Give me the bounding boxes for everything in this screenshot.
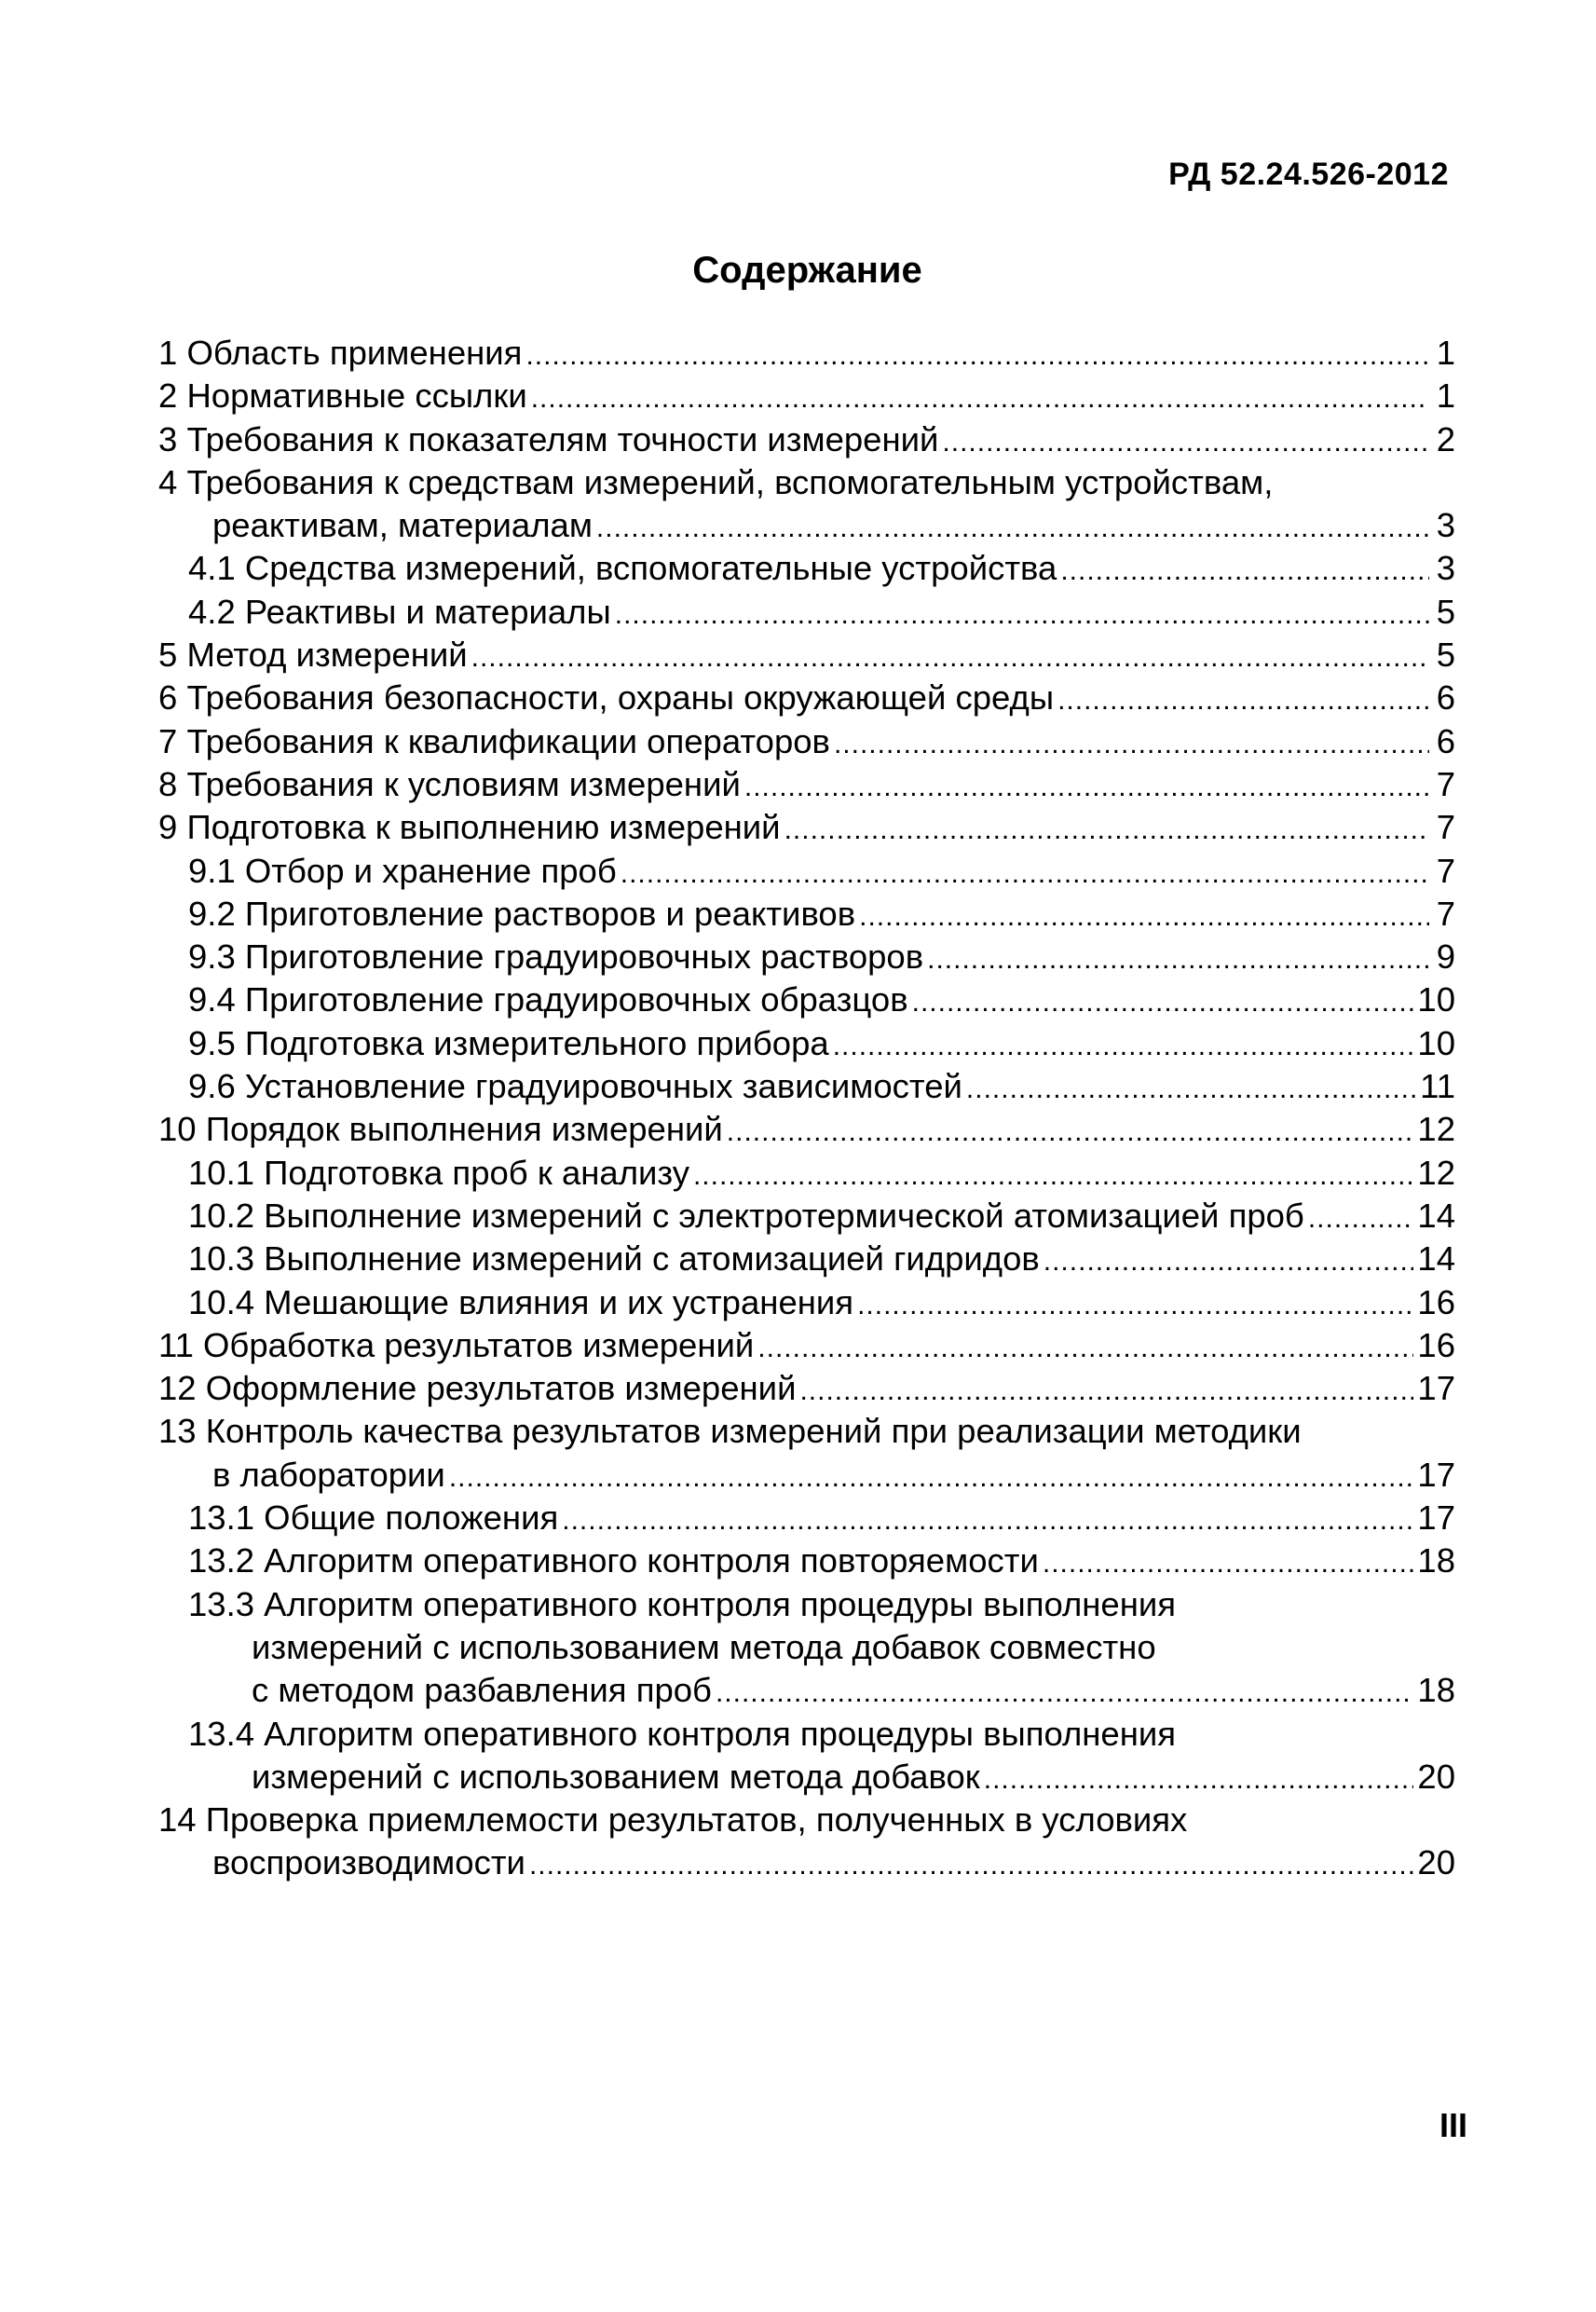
dot-leader <box>449 1457 1414 1499</box>
dot-leader <box>984 1758 1414 1801</box>
toc-entry <box>158 375 1455 417</box>
toc-entry-title: 4.1 Средства измерений, вспомогательные устройства <box>188 549 1057 588</box>
toc-entry-title: 12 Оформление результатов измерений <box>158 1369 797 1408</box>
toc-entry-title: 13 Контроль качества результатов измерений при реализации методики <box>158 1412 1302 1451</box>
toc-entry-page: 11 <box>1420 1067 1455 1106</box>
dot-leader <box>621 853 1429 896</box>
toc-entry-title: 10.1 Подготовка проб к анализу <box>188 1153 689 1192</box>
toc-entry <box>158 936 1455 978</box>
toc-entry-title: измерений с использованием метода добавок совместно <box>252 1627 1156 1666</box>
toc-entry-title: 5 Метод измерений <box>158 636 468 675</box>
dot-leader <box>744 766 1429 809</box>
toc-entry-title: 11 Обработка результатов измерений <box>158 1325 755 1364</box>
table-of-contents <box>158 332 1455 1885</box>
toc-entry <box>158 1410 1455 1453</box>
toc-entry <box>158 893 1455 936</box>
dot-leader <box>1060 550 1429 593</box>
toc-entry <box>158 763 1455 806</box>
dot-leader <box>799 1370 1413 1413</box>
toc-entry-title: с методом разбавления проб <box>252 1671 712 1710</box>
toc-entry <box>158 332 1455 375</box>
toc-entry-page: 17 <box>1417 1369 1455 1408</box>
toc-entry-title: 7 Требования к квалификации операторов <box>158 721 830 760</box>
toc-entry <box>158 1583 1455 1626</box>
toc-entry <box>158 978 1455 1021</box>
toc-entry <box>158 1539 1455 1582</box>
toc-entry-title: 9.5 Подготовка измерительного прибора <box>188 1023 829 1062</box>
dot-leader <box>927 938 1429 981</box>
toc-entry-title: 4 Требования к средствам измерений, вспомогательным устройствам, <box>158 462 1274 501</box>
dot-leader <box>912 981 1414 1024</box>
toc-entry <box>158 677 1455 719</box>
toc-entry-title: 9.1 Отбор и хранение проб <box>188 851 617 890</box>
toc-entry <box>158 1022 1455 1065</box>
toc-entry-page: 6 <box>1436 678 1455 718</box>
toc-entry <box>158 1367 1455 1410</box>
toc-entry-title: 13.4 Алгоритм оперативного контроля процедуры выполнения <box>188 1714 1177 1753</box>
toc-entry <box>158 850 1455 893</box>
toc-entry <box>158 1108 1455 1151</box>
toc-entry <box>158 720 1455 763</box>
toc-entry-title: 10.3 Выполнение измерений с атомизацией гидридов <box>188 1239 1040 1279</box>
toc-entry-page: 7 <box>1436 851 1455 890</box>
dot-leader <box>784 809 1429 852</box>
toc-entry-title: 10.2 Выполнение измерений с электротермической атомизацией проб <box>188 1196 1304 1235</box>
toc-entry-page: 18 <box>1417 1671 1455 1710</box>
toc-entry-title: реактивам, материалам <box>212 506 593 545</box>
toc-entry <box>158 1454 1455 1497</box>
toc-entry-title: 13.2 Алгоритм оперативного контроля повторяемости <box>188 1541 1039 1580</box>
toc-entry-page: 10 <box>1417 980 1455 1019</box>
dot-leader <box>471 636 1429 679</box>
toc-entry-page: 7 <box>1436 808 1455 847</box>
dot-leader <box>859 896 1429 938</box>
dot-leader <box>1043 1542 1414 1585</box>
toc-entry-title: 10 Порядок выполнения измерений <box>158 1110 723 1149</box>
toc-entry-page: 17 <box>1417 1498 1455 1538</box>
dot-leader <box>529 1844 1413 1887</box>
toc-entry-page: 9 <box>1436 937 1455 977</box>
dot-leader <box>562 1499 1413 1542</box>
toc-entry <box>158 418 1455 461</box>
document-code: РД 52.24.526-2012 <box>1168 157 1449 192</box>
toc-entry <box>158 504 1455 547</box>
toc-entry-page: 16 <box>1417 1325 1455 1364</box>
toc-entry-title: 9.2 Приготовление растворов и реактивов <box>188 894 856 933</box>
dot-leader <box>693 1155 1413 1197</box>
toc-entry-title: 9.4 Приготовление градуировочных образцов <box>188 980 908 1019</box>
toc-entry-title: 9.6 Установление градуировочных зависимостей <box>188 1067 962 1106</box>
page-number: III <box>1439 2106 1467 2144</box>
toc-entry <box>158 461 1455 504</box>
toc-entry-title: 14 Проверка приемлемости результатов, полученных в условиях <box>158 1800 1188 1840</box>
toc-entry <box>158 1626 1455 1669</box>
toc-entry <box>158 1841 1455 1884</box>
toc-entry-page: 20 <box>1417 1843 1455 1882</box>
toc-entry-page: 7 <box>1436 894 1455 933</box>
toc-entry <box>158 591 1455 634</box>
dot-leader <box>1057 679 1429 722</box>
toc-entry-page: 14 <box>1417 1196 1455 1235</box>
toc-entry-title: 8 Требования к условиям измерений <box>158 764 741 803</box>
toc-entry-page: 18 <box>1417 1541 1455 1580</box>
toc-entry <box>158 634 1455 677</box>
dot-leader <box>1308 1197 1414 1240</box>
dot-leader <box>857 1284 1413 1327</box>
dot-leader <box>525 335 1429 377</box>
toc-entry-title: 13.3 Алгоритм оперативного контроля процедуры выполнения <box>188 1584 1177 1623</box>
toc-entry-page: 1 <box>1436 334 1455 372</box>
toc-entry-page: 12 <box>1417 1153 1455 1192</box>
toc-entry-page: 6 <box>1436 721 1455 760</box>
toc-entry-title: 9.3 Приготовление градуировочных растворов <box>188 937 924 977</box>
dot-leader <box>942 421 1429 464</box>
dot-leader <box>596 507 1429 550</box>
toc-entry-title: 2 Нормативные ссылки <box>158 376 527 416</box>
toc-entry-page: 3 <box>1436 506 1455 545</box>
toc-entry-title: измерений с использованием метода добавок <box>252 1757 980 1796</box>
toc-entry <box>158 547 1455 590</box>
toc-entry-page: 1 <box>1436 376 1455 416</box>
toc-entry <box>158 1497 1455 1539</box>
toc-entry <box>158 806 1455 849</box>
toc-entry <box>158 1195 1455 1238</box>
toc-entry <box>158 1238 1455 1280</box>
toc-entry <box>158 1756 1455 1799</box>
toc-entry-title: в лаборатории <box>212 1455 445 1494</box>
toc-entry <box>158 1713 1455 1756</box>
toc-entry-title: 9 Подготовка к выполнению измерений <box>158 808 781 847</box>
toc-entry-title: воспроизводимости <box>212 1843 525 1882</box>
toc-entry-page: 14 <box>1417 1239 1455 1279</box>
toc-entry <box>158 1799 1455 1841</box>
toc-entry-page: 16 <box>1417 1282 1455 1321</box>
toc-entry-page: 2 <box>1436 419 1455 458</box>
dot-leader <box>727 1111 1414 1154</box>
dot-leader <box>1044 1240 1414 1283</box>
toc-entry-title: 4.2 Реактивы и материалы <box>188 592 611 631</box>
dot-leader <box>757 1327 1413 1370</box>
toc-title: Содержание <box>692 250 922 291</box>
toc-entry-page: 20 <box>1417 1757 1455 1796</box>
toc-entry <box>158 1152 1455 1195</box>
toc-entry-page: 17 <box>1417 1455 1455 1494</box>
dot-leader <box>615 594 1429 636</box>
toc-entry-title: 3 Требования к показателям точности измерений <box>158 419 939 458</box>
toc-entry-title: 10.4 Мешающие влияния и их устранения <box>188 1282 854 1321</box>
toc-entry <box>158 1281 1455 1324</box>
toc-entry-title: 6 Требования безопасности, охраны окружающей среды <box>158 678 1055 718</box>
toc-entry-page: 3 <box>1436 549 1455 588</box>
dot-leader <box>531 377 1429 420</box>
dot-leader <box>716 1672 1413 1715</box>
toc-entry-title: 1 Область применения <box>158 334 523 372</box>
dot-leader <box>966 1068 1416 1111</box>
dot-leader <box>834 723 1429 766</box>
toc-entry-page: 5 <box>1436 636 1455 675</box>
toc-entry-page: 7 <box>1436 764 1455 803</box>
dot-leader <box>833 1025 1414 1068</box>
toc-entry-page: 10 <box>1417 1023 1455 1062</box>
toc-entry <box>158 1065 1455 1108</box>
toc-entry <box>158 1324 1455 1367</box>
toc-entry <box>158 1669 1455 1712</box>
toc-entry-title: 13.1 Общие положения <box>188 1498 559 1538</box>
toc-entry-page: 12 <box>1417 1110 1455 1149</box>
toc-entry-page: 5 <box>1436 592 1455 631</box>
